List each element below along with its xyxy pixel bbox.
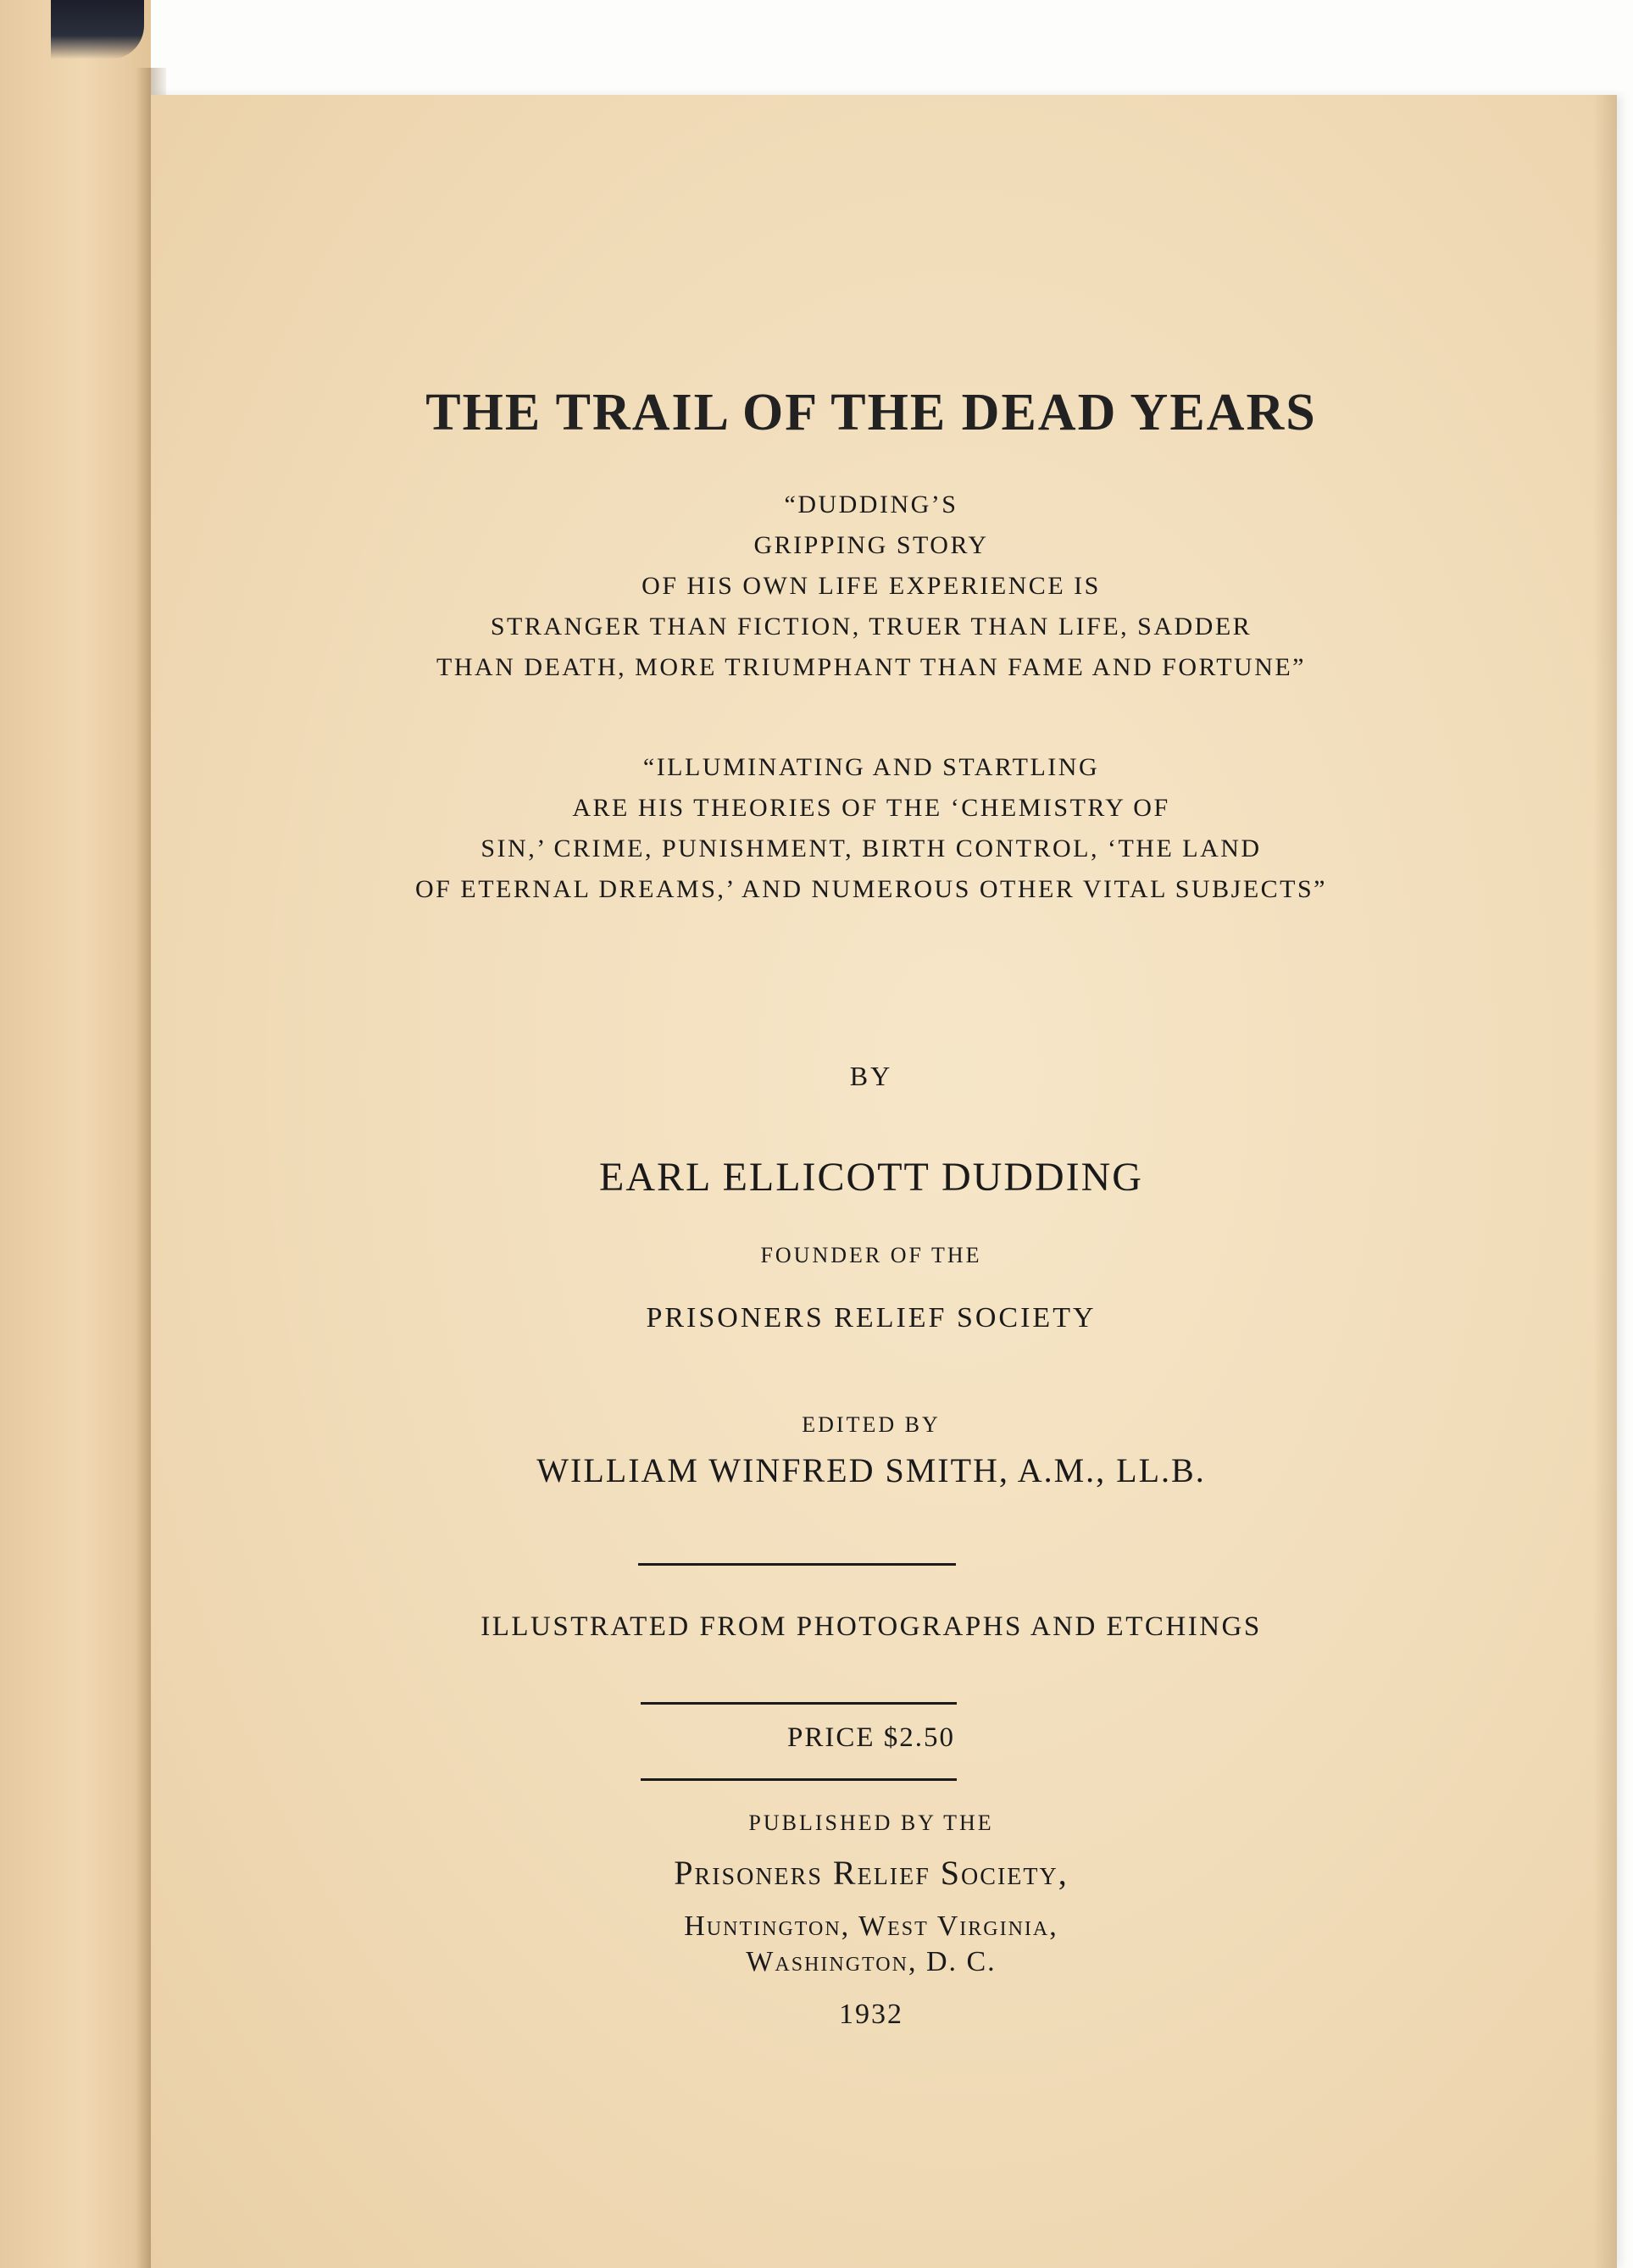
- publisher-name: Prisoners Relief Society,: [674, 1854, 1069, 1892]
- quote-line: OF ETERNAL DREAMS,’ AND NUMEROUS OTHER VITAL SUBJECTS”: [415, 875, 1327, 903]
- edited-by-label: EDITED BY: [802, 1412, 941, 1437]
- title-page-content: [151, 95, 1617, 2268]
- left-fly-leaf: [0, 0, 151, 2268]
- published-by-label: PUBLISHED BY THE: [748, 1811, 994, 1835]
- quote-line: ARE HIS THEORIES OF THE ‘CHEMISTRY OF: [572, 794, 1170, 822]
- founder-label: FOUNDER OF THE: [760, 1243, 982, 1267]
- publication-year: 1932: [839, 1999, 903, 2030]
- book-binding: [51, 0, 144, 59]
- divider-rule: [641, 1778, 957, 1781]
- quote-line: OF HIS OWN LIFE EXPERIENCE IS: [642, 572, 1101, 600]
- quote-line: “ILLUMINATING AND STARTLING: [642, 753, 1100, 781]
- quote-line: THAN DEATH, MORE TRIUMPHANT THAN FAME AND FORTUNE”: [436, 653, 1306, 681]
- title-page: [151, 95, 1617, 2268]
- price-label: PRICE $2.50: [786, 1722, 956, 1753]
- quote-line: “DUDDING’S: [784, 491, 958, 518]
- illustrated-note: ILLUSTRATED FROM PHOTOGRAPHS AND ETCHINGS: [480, 1611, 1262, 1642]
- divider-rule: [641, 1702, 957, 1705]
- society-name: PRISONERS RELIEF SOCIETY: [646, 1302, 1097, 1334]
- quote-line: GRIPPING STORY: [753, 531, 989, 559]
- author-name: EARL ELLICOTT DUDDING: [599, 1155, 1143, 1200]
- quote-line: STRANGER THAN FICTION, TRUER THAN LIFE, SADDER: [490, 613, 1253, 640]
- publisher-city-washington: Washington, D. C.: [746, 1946, 997, 1977]
- quote-line: SIN,’ CRIME, PUNISHMENT, BIRTH CONTROL, ‘THE LAND: [480, 835, 1262, 862]
- book-title: THE TRAIL OF THE DEAD YEARS: [425, 384, 1317, 441]
- editor-name: WILLIAM WINFRED SMITH, A.M., LL.B.: [536, 1451, 1206, 1489]
- publisher-city-huntington: Huntington, West Virginia,: [684, 1910, 1058, 1942]
- quote-illuminating: [151, 747, 1591, 910]
- quote-dudding: [151, 485, 1591, 688]
- by-label: BY: [849, 1061, 893, 1091]
- divider-rule: [638, 1563, 956, 1566]
